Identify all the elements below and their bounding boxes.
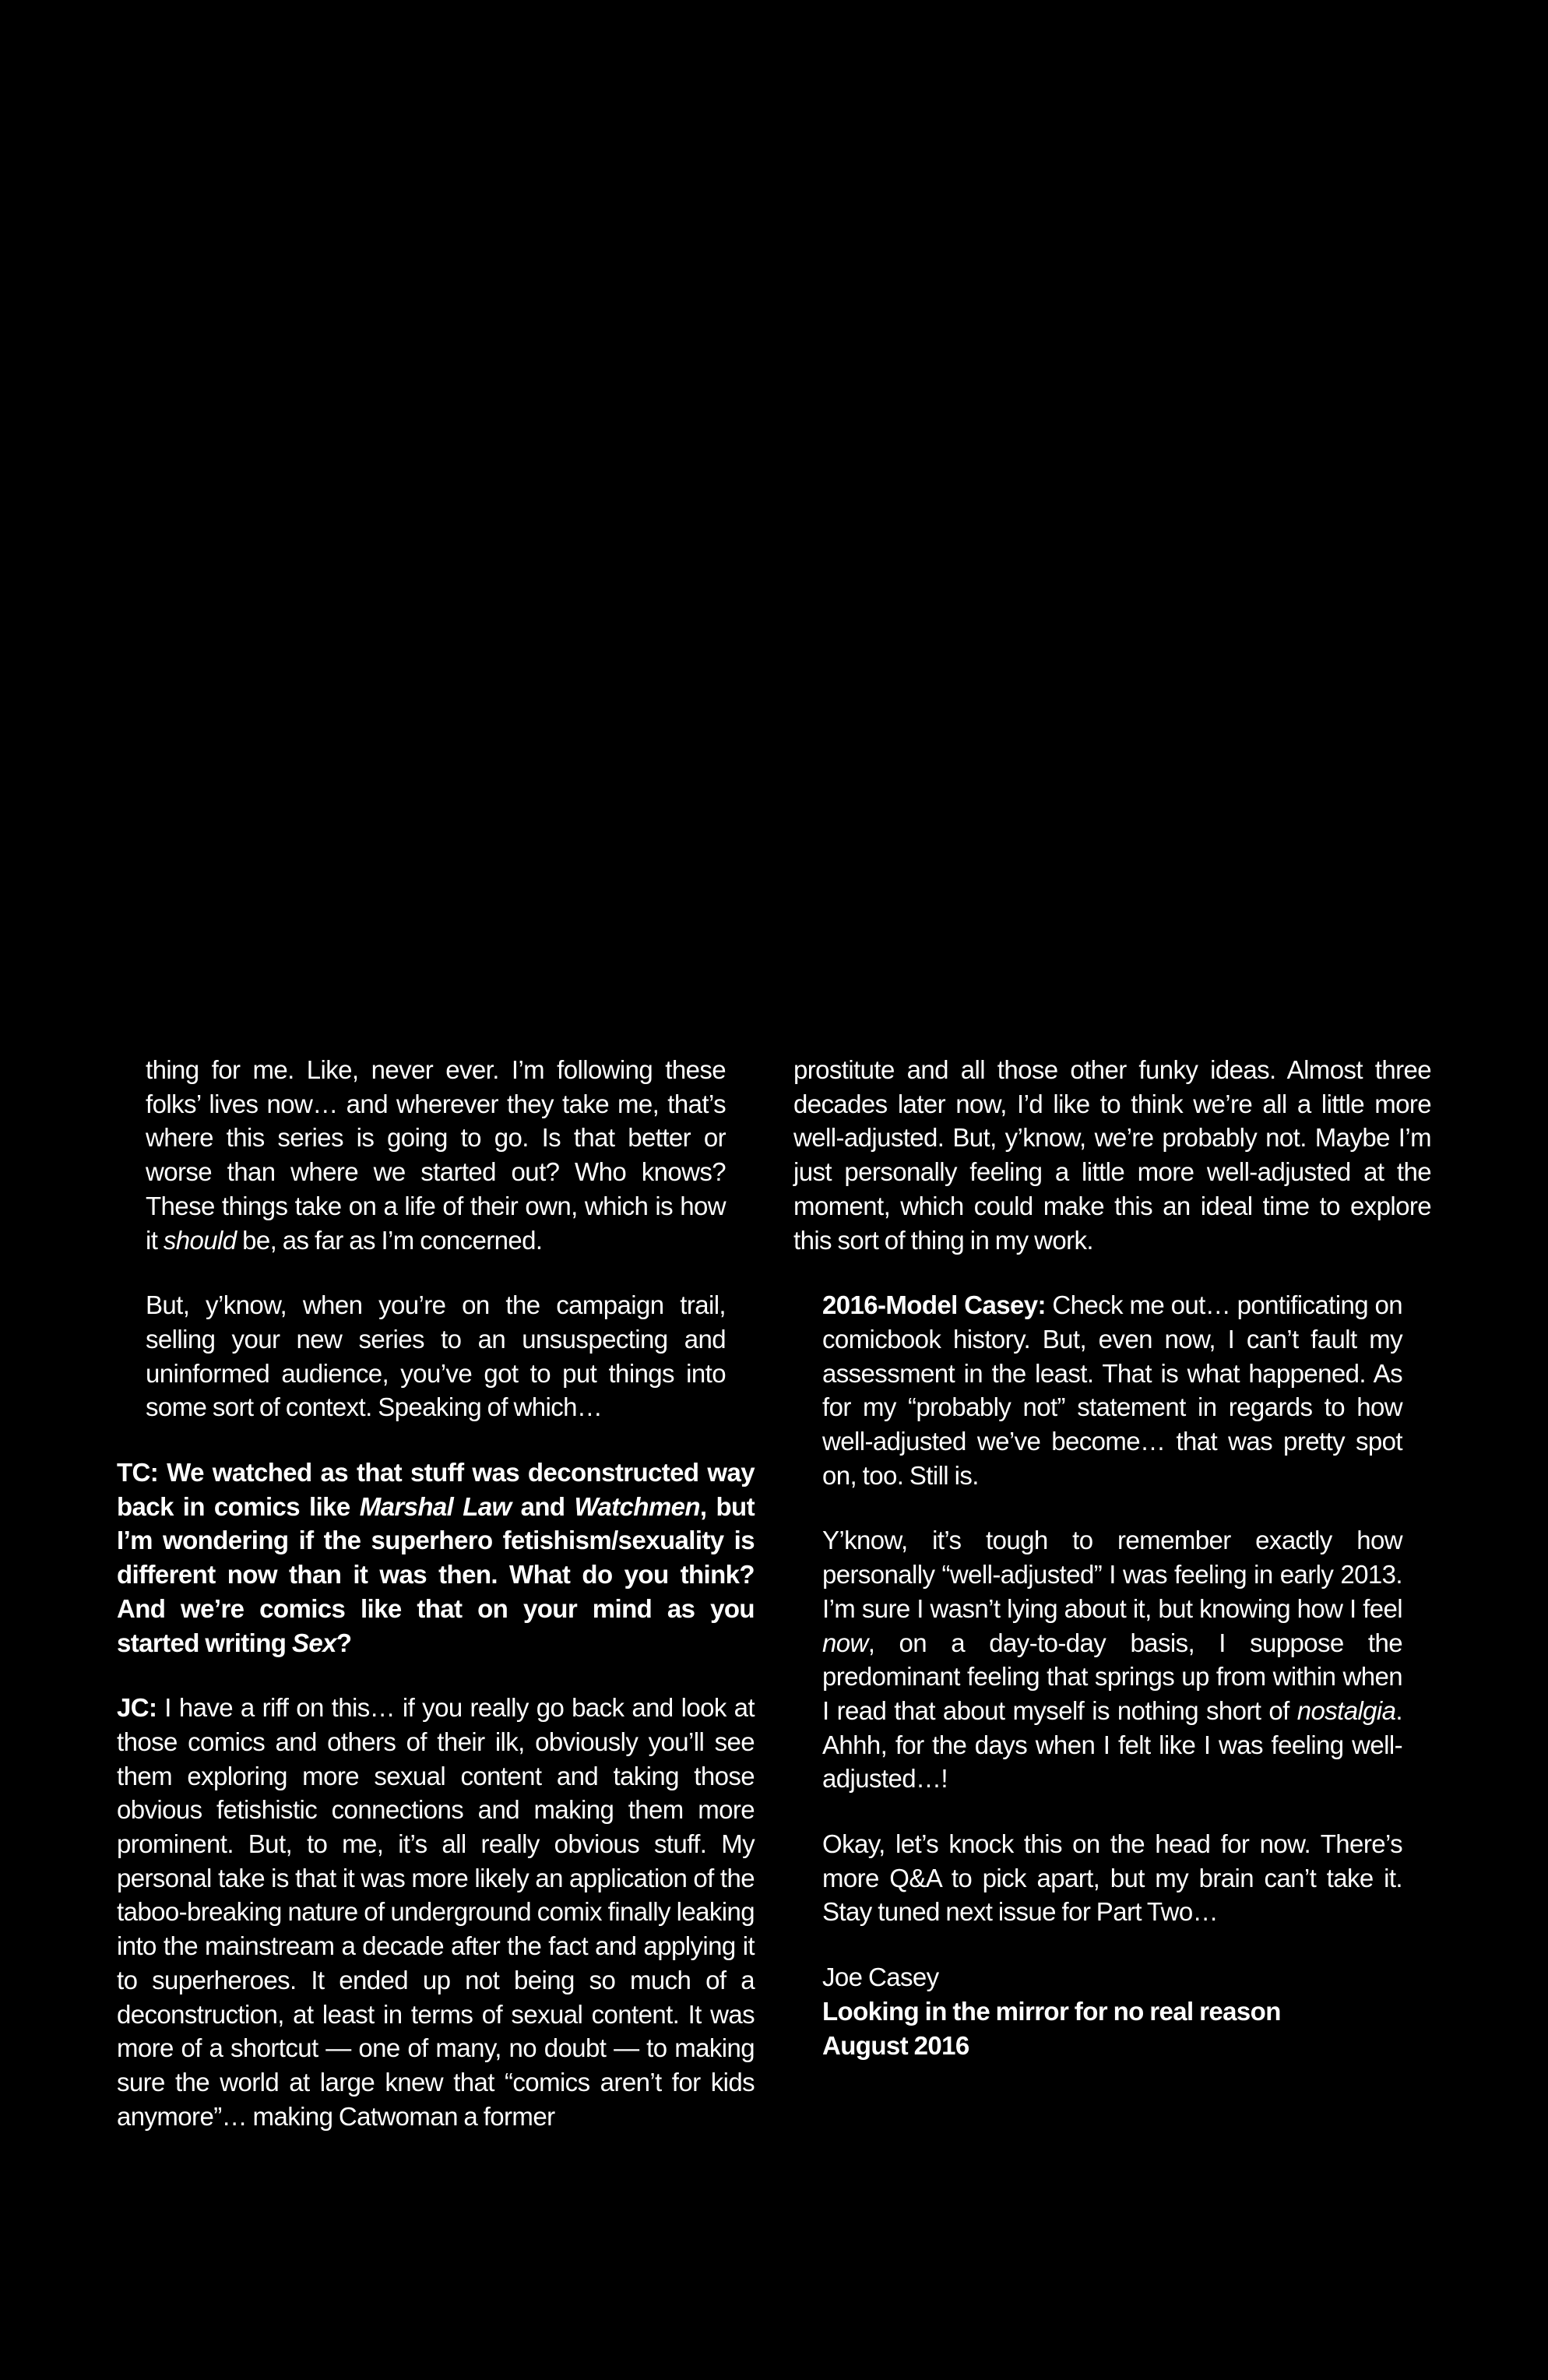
emphasis: now: [822, 1628, 868, 1657]
text: ?: [336, 1628, 352, 1657]
text: and: [511, 1491, 575, 1521]
text: , but I’m wondering if the superhero fetishism/sexuality is different now than it was then. What do you think? And we’re comics like that on your mind as you started writing: [117, 1491, 755, 1657]
title-sex: Sex: [291, 1628, 336, 1657]
paragraph: prostitute and all those other funky ideas. Almost three decades later now, I’d like to think we’re all a little more well-adjusted. But, y’know, we’re probably not. Maybe I’m just personally feeling a little more well-adjusted at the moment, which could make this an ideal time to explore this sort of thing in my work.: [793, 1055, 1431, 1255]
text: , on a day-to-day basis, I suppose the predominant feeling that springs up from within when I read that about myself is nothing short of: [822, 1628, 1402, 1725]
text: I have a riff on this… if you really go back and look at those comics and others of their ilk, obviously you’ll see them exploring more sexual content and taking those obvious fetishistic connections and making them more prominent. But, to me, it’s all really obvious stuff. My personal take is that it was more likely an application of the taboo-breaking nature of underground comix finally leaking into the mainstream a decade after the fact and applying it to superheroes. It ended up not being so much of a deconstruction, at least in terms of sexual content. It was more of a shortcut — one of many, no doubt — to making sure the world at large knew that “comics aren’t for kids anymore”… making Catwoman a former: [117, 1693, 755, 2131]
paragraph: But, y’know, when you’re on the campaign trail, selling your new series to an unsuspecting and uninformed audience, you’ve got to put things into some sort of context. Speaking of which…: [146, 1290, 726, 1422]
left-column: [117, 1053, 755, 2164]
interview-question: [117, 1456, 755, 1660]
title-watchmen: Watchmen: [574, 1491, 700, 1521]
text: thing for me. Like, never ever. I’m following these folks’ lives now… and wherever they take me, that’s where this series is going to go. Is that better or worse than where we started out? Who knows? These things take on a life of their own, which is how it: [146, 1055, 726, 1255]
emphasis: should: [163, 1225, 237, 1255]
text: TC: We watched as that stuff was deconstructed way back in comics like: [117, 1458, 755, 1521]
speaker-label: 2016-Model Casey:: [822, 1290, 1046, 1320]
title-marshal-law: Marshal Law: [359, 1491, 512, 1521]
interview-answer: [117, 1691, 755, 2133]
signature-caption: Looking in the mirror for no real reason: [822, 1996, 1281, 2026]
right-column: [793, 1053, 1431, 2093]
signature: [822, 1960, 1402, 2062]
text: be, as far as I’m concerned.: [236, 1225, 543, 1255]
paragraph: [146, 1053, 726, 1257]
text: Check me out… pontificating on comicbook history. But, even now, I can’t fault my assessment in the least. That is what happened. As for my “probably not” statement in regards to how well-adjusted we’ve become… that was pretty spot on, too. Still is.: [822, 1290, 1402, 1490]
paragraph: Okay, let’s knock this on the head for now. There’s more Q&A to pick apart, but my brain can’t take it. Stay tuned next issue for Part Two…: [822, 1829, 1402, 1927]
paragraph: [822, 1288, 1402, 1492]
signature-date: August 2016: [822, 2030, 969, 2060]
signature-name: Joe Casey: [822, 1963, 939, 1992]
text: Y’know, it’s tough to remember exactly how personally “well-adjusted” I was feeling in early 2013. I’m sure I wasn’t lying about it, but knowing how I feel: [822, 1526, 1402, 1623]
emphasis: nostalgia: [1296, 1695, 1396, 1725]
speaker-label: JC:: [117, 1693, 157, 1723]
paragraph: [822, 1523, 1402, 1796]
text: . Ahhh, for the days when I felt like I was feeling well-adjusted…!: [822, 1695, 1402, 1794]
